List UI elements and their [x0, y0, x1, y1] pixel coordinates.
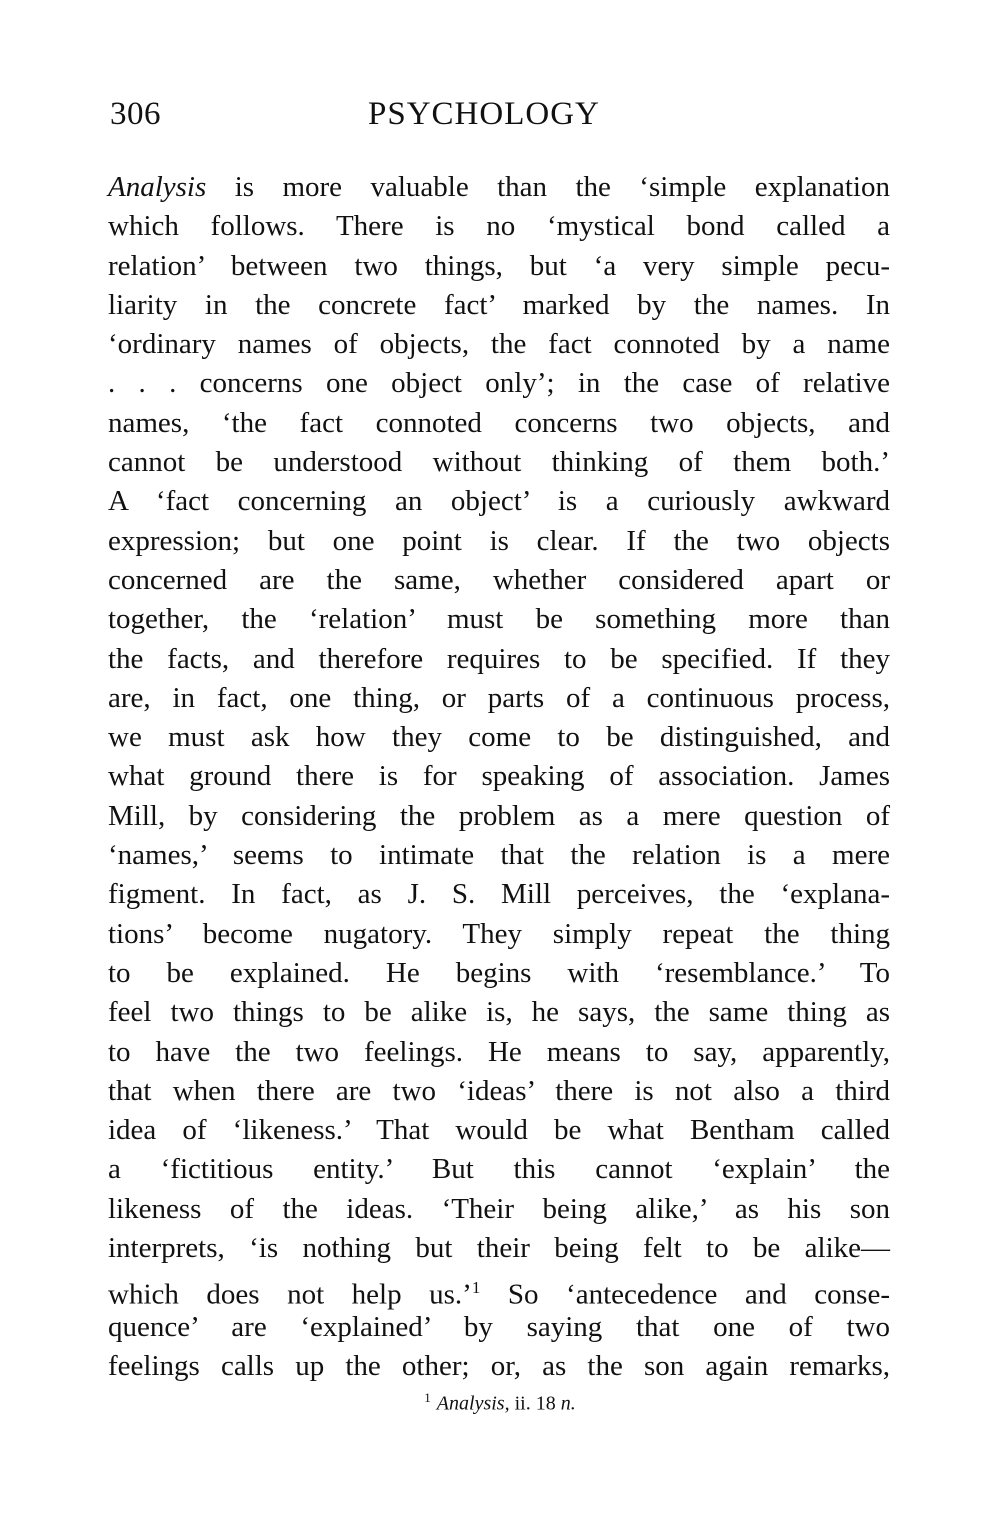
text-line: are, in fact, one thing, or parts of a continuous process,: [108, 681, 890, 714]
running-head: PSYCHOLOGY: [368, 96, 600, 132]
text-line: feel two things to be alike is, he says, the same thing as: [108, 996, 890, 1029]
text-line: that when there are two ‘ideas’ there is not also a third: [108, 1074, 890, 1107]
text-line: A ‘fact concerning an object’ is a curiously awkward: [108, 485, 890, 518]
footnote-number: 1: [424, 1390, 431, 1405]
text-line: figment. In fact, as J. S. Mill perceives, the ‘explana-: [108, 878, 890, 911]
text-line: together, the ‘relation’ must be something more than: [108, 603, 890, 636]
text-line: names, ‘the fact connoted concerns two objects, and: [108, 406, 890, 439]
text-line: likeness of the ideas. ‘Their being alike,’ as his son: [108, 1192, 890, 1225]
footnote-reference: ii. 18: [509, 1392, 561, 1415]
text-line-rest: is more valuable than the ‘simple explanation: [206, 171, 890, 203]
text-line: [108, 1268, 890, 1311]
text-line-after-marker: So ‘antecedence and conse-: [480, 1278, 890, 1311]
footnote: [0, 1390, 1000, 1416]
text-line: to be explained. He begins with ‘resemblance.’ To: [108, 956, 890, 989]
text-line: what ground there is for speaking of association. James: [108, 760, 890, 793]
page-number: 306: [110, 96, 161, 132]
footnote-title: Analysis,: [436, 1392, 510, 1415]
text-line: . . . concerns one object only’; in the case of relative: [108, 367, 890, 400]
text-line: which follows. There is no ‘mystical bond called a: [108, 210, 890, 243]
text-line-before-marker: which does not help us.’: [108, 1278, 472, 1311]
footnote-note: n.: [560, 1392, 576, 1415]
text-line: a ‘fictitious entity.’ But this cannot ‘explain’ the: [108, 1153, 890, 1186]
text-line: cannot be understood without thinking of them both.’: [108, 446, 890, 479]
text-line: interprets, ‘is nothing but their being felt to be alike—: [108, 1232, 890, 1265]
text-line: expression; but one point is clear. If the two objects: [108, 524, 890, 557]
text-line: idea of ‘likeness.’ That would be what Bentham called: [108, 1114, 890, 1147]
italic-title: Analysis: [108, 171, 207, 203]
text-line: we must ask how they come to be distinguished, and: [108, 721, 890, 754]
text-line: quence’ are ‘explained’ by saying that one of two: [108, 1310, 890, 1343]
text-line: feelings calls up the other; or, as the son again remarks,: [108, 1349, 890, 1382]
text-line: tions’ become nugatory. They simply repeat the thing: [108, 917, 890, 950]
text-line: [108, 168, 890, 207]
text-line: Mill, by considering the problem as a mere question of: [108, 799, 890, 832]
text-line: ‘ordinary names of objects, the fact connoted by a name: [108, 328, 890, 361]
text-line: liarity in the concrete fact’ marked by the names. In: [108, 288, 890, 321]
body-text: [108, 168, 890, 1386]
text-line: relation’ between two things, but ‘a very simple pecu-: [108, 249, 890, 282]
page-header: [110, 96, 890, 146]
text-line: to have the two feelings. He means to say, apparently,: [108, 1035, 890, 1068]
text-line: ‘names,’ seems to intimate that the relation is a mere: [108, 839, 890, 872]
footnote-marker: 1: [471, 1278, 481, 1298]
text-line: the facts, and therefore requires to be specified. If they: [108, 642, 890, 675]
text-line: concerned are the same, whether considered apart or: [108, 563, 890, 596]
